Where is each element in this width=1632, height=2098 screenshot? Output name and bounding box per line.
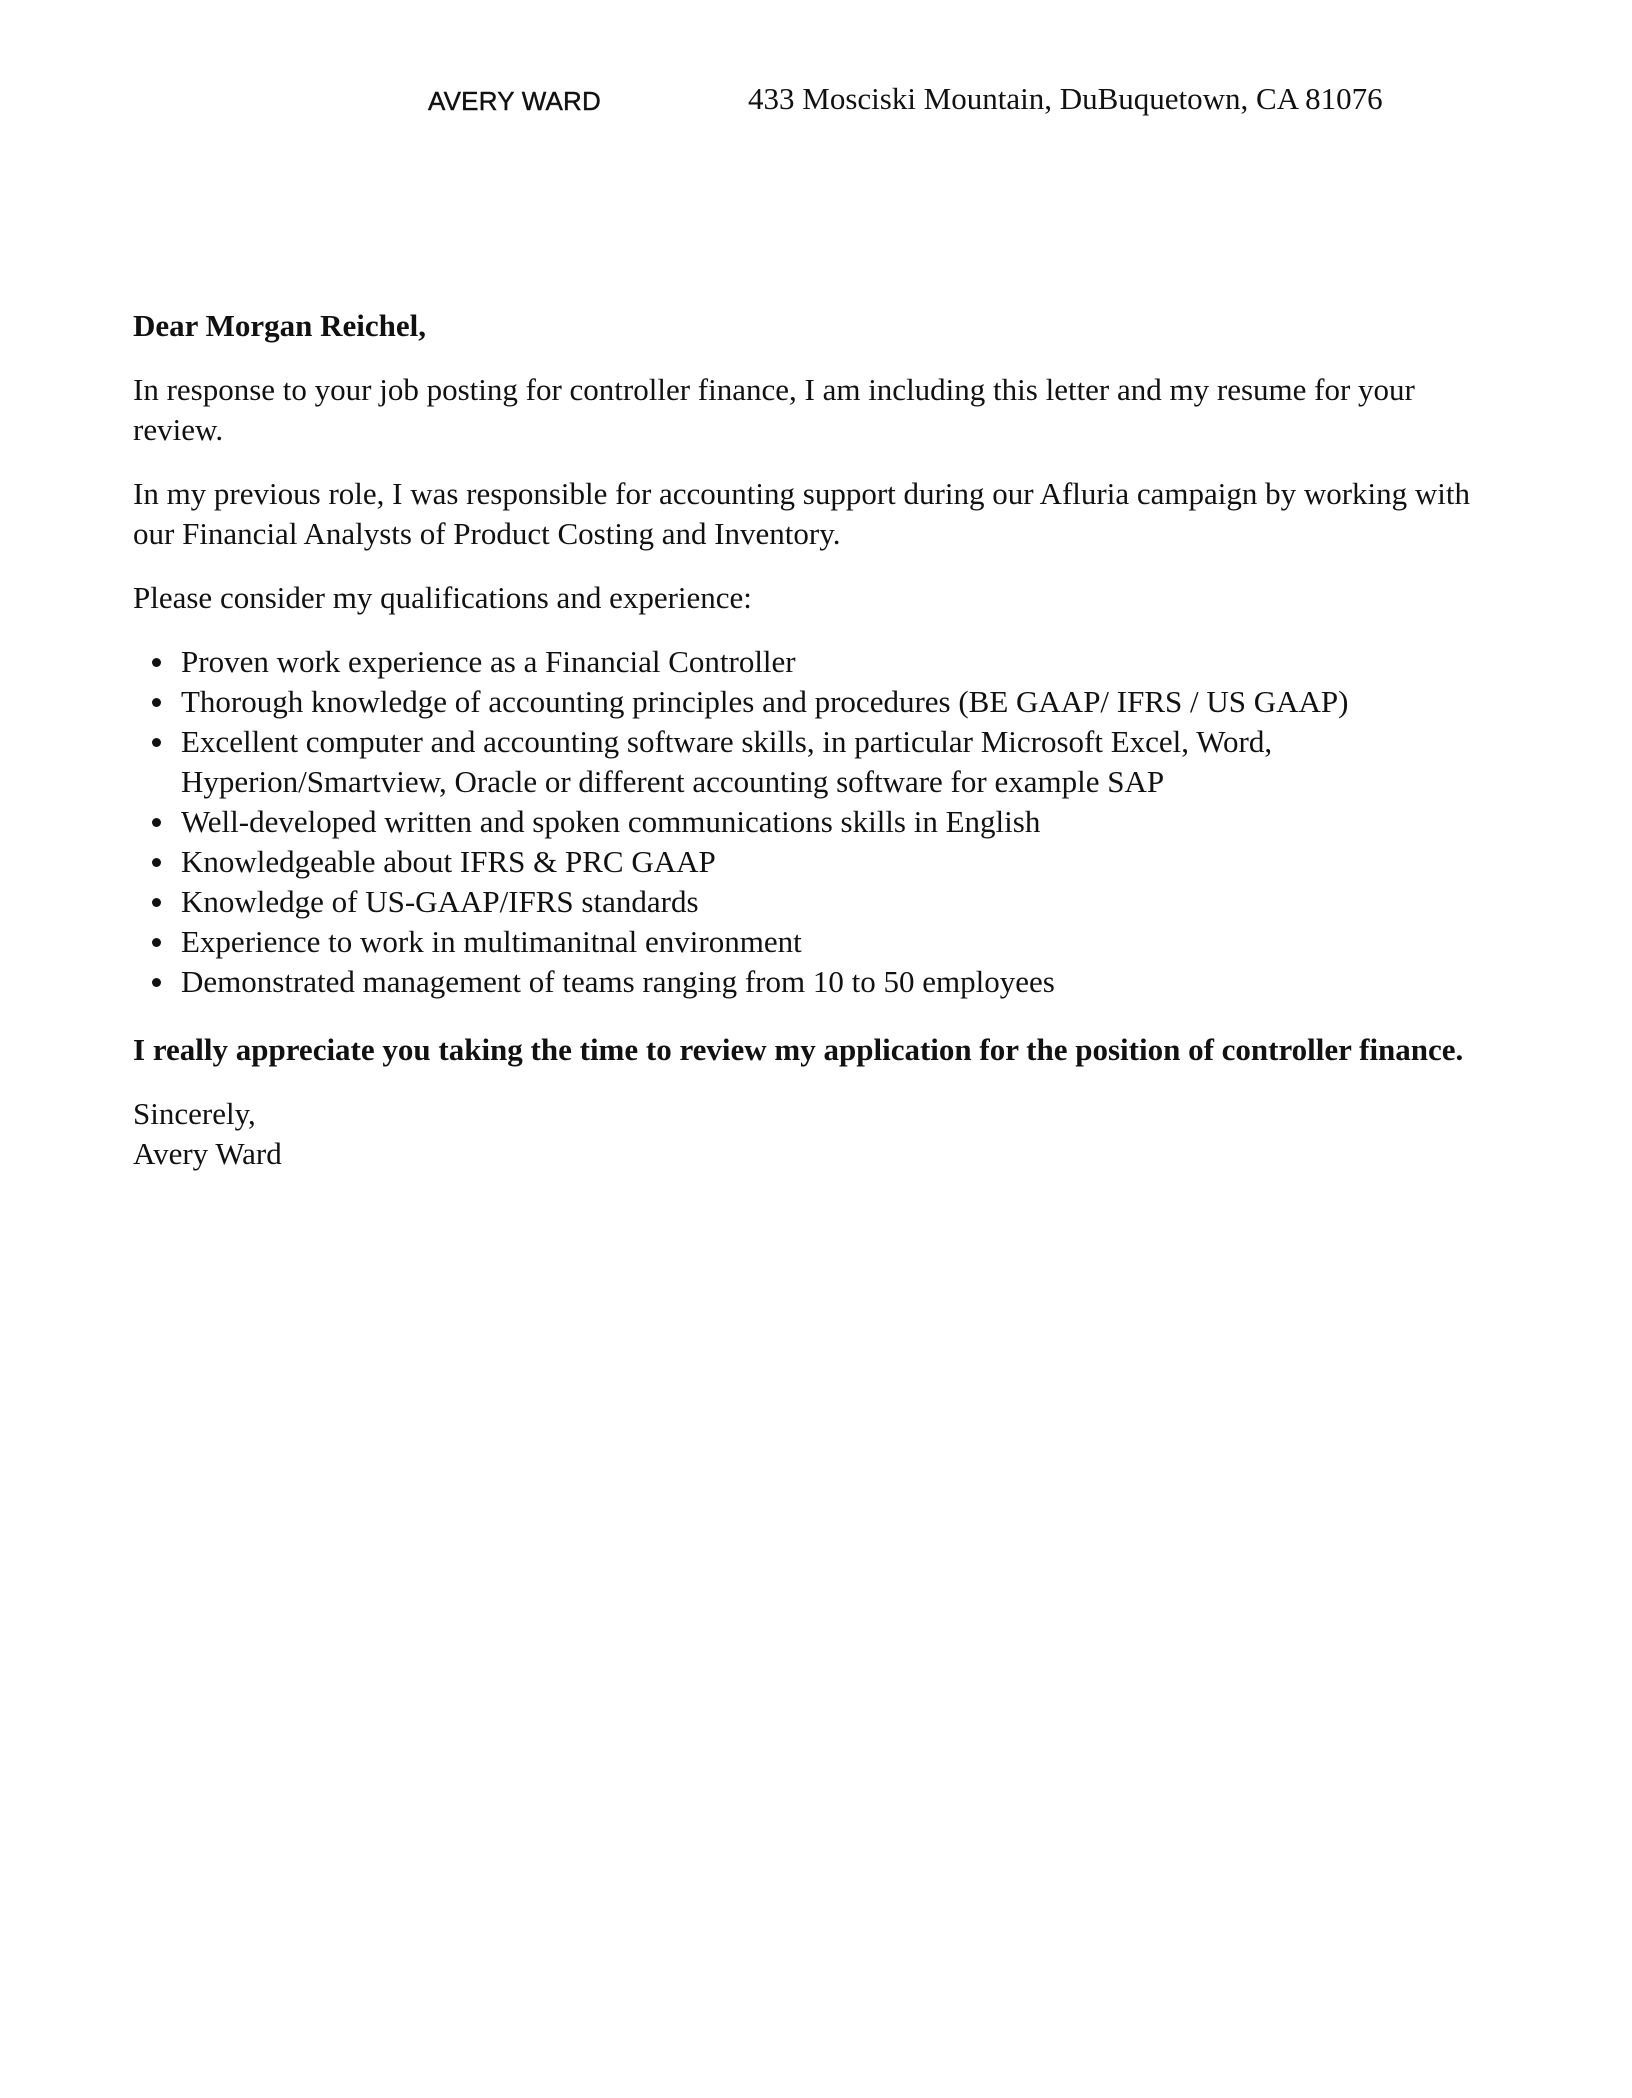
- bullet-icon: [152, 858, 161, 867]
- experience-paragraph: In my previous role, I was responsible for accounting support during our Afluria campaign by working with our Financial Analysts of Product Costing and Inventory.: [133, 476, 1471, 551]
- list-item: [133, 722, 1503, 802]
- salutation: Dear Morgan Reichel,: [133, 308, 426, 343]
- bullet-icon: [152, 938, 161, 947]
- sender-address: 433 Mosciski Mountain, DuBuquetown, CA 81076: [748, 81, 1383, 116]
- list-item: [133, 642, 1503, 682]
- list-item-text: Excellent computer and accounting software skills, in particular Microsoft Excel, Word, Hyperion/Smartview, Oracle or different accounting software for example SAP: [181, 724, 1273, 799]
- list-item-text: Experience to work in multimanitnal environment: [181, 924, 802, 959]
- list-item: [133, 842, 1503, 882]
- list-item: [133, 962, 1503, 1002]
- bullet-icon: [152, 658, 161, 667]
- closing-statement: I really appreciate you taking the time to review my application for the position of controller finance.: [133, 1032, 1464, 1067]
- bullet-icon: [152, 738, 161, 747]
- list-item-text: Proven work experience as a Financial Controller: [181, 644, 796, 679]
- bullet-icon: [152, 698, 161, 707]
- list-item: [133, 922, 1503, 962]
- sender-name: AVERY WARD: [428, 86, 601, 116]
- list-item-text: Well-developed written and spoken communications skills in English: [181, 804, 1041, 839]
- bullet-icon: [152, 898, 161, 907]
- signature-name: Avery Ward: [133, 1136, 282, 1171]
- list-item-text: Knowledge of US-GAAP/IFRS standards: [181, 884, 699, 919]
- qualifications-intro: Please consider my qualifications and experience:: [133, 580, 752, 615]
- list-item-text: Knowledgeable about IFRS & PRC GAAP: [181, 844, 716, 879]
- list-item-text: Demonstrated management of teams ranging from 10 to 50 employees: [181, 964, 1055, 999]
- bullet-icon: [152, 818, 161, 827]
- list-item-text: Thorough knowledge of accounting principles and procedures (BE GAAP/ IFRS / US GAAP): [181, 684, 1349, 719]
- letter-body: [133, 306, 1503, 1174]
- signoff: Sincerely,: [133, 1096, 256, 1131]
- qualifications-list: [133, 642, 1503, 1002]
- list-item: [133, 882, 1503, 922]
- intro-paragraph: In response to your job posting for controller finance, I am including this letter and my resume for your review.: [133, 372, 1415, 447]
- bullet-icon: [152, 978, 161, 987]
- list-item: [133, 682, 1503, 722]
- list-item: [133, 802, 1503, 842]
